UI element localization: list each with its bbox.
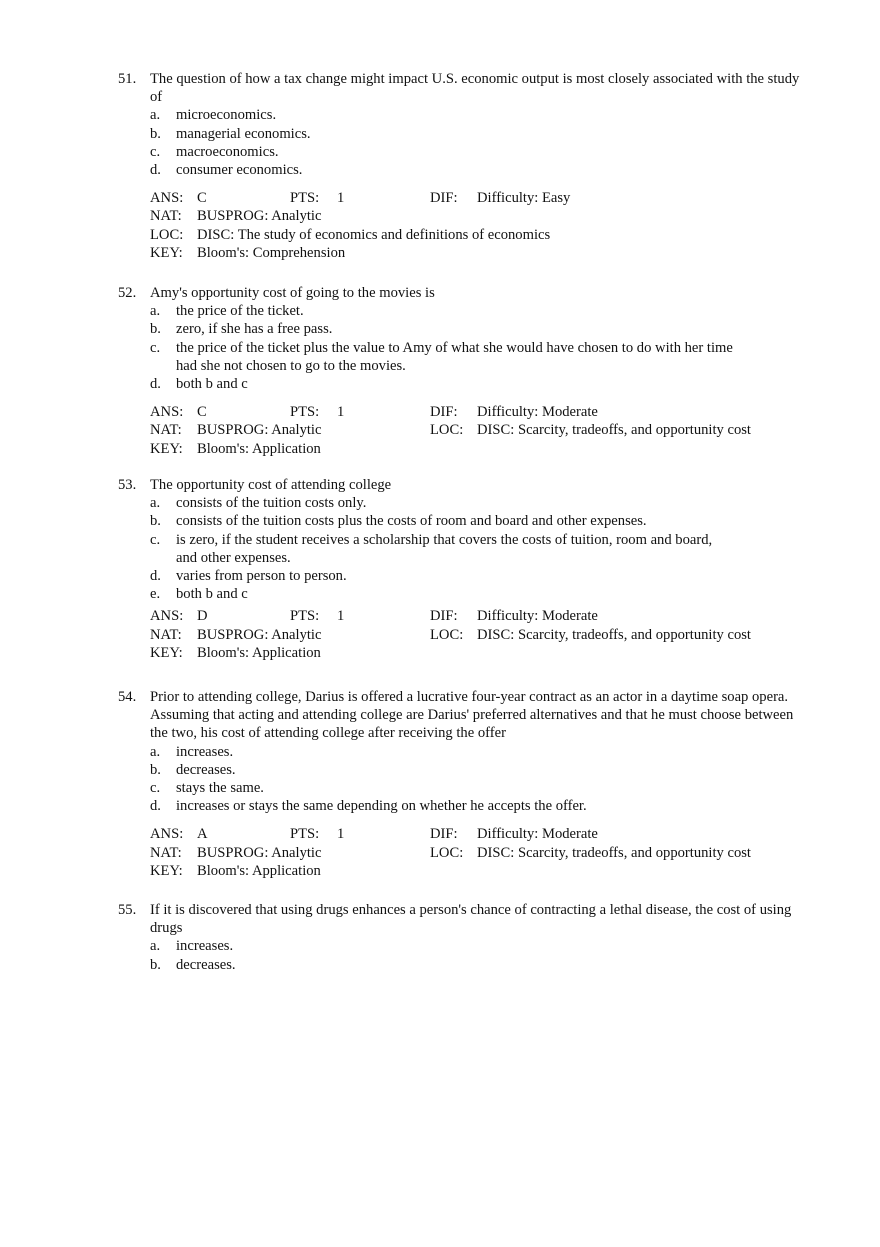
nat-value: BUSPROG: Analytic bbox=[197, 626, 322, 643]
meta-row bbox=[150, 607, 808, 625]
key-label: KEY: bbox=[150, 862, 183, 879]
ans-label: ANS: bbox=[150, 404, 184, 421]
option-letter: d. bbox=[150, 162, 161, 179]
option-text: consists of the tuition costs plus the costs of room and board and other expenses. bbox=[176, 513, 647, 530]
option-text: is zero, if the student receives a scholarship that covers the costs of tuition, room and board, and other expenses. bbox=[176, 531, 713, 566]
meta-row bbox=[150, 189, 808, 207]
option-text: increases. bbox=[176, 938, 234, 955]
dif-label: DIF: bbox=[430, 404, 458, 421]
loc-value: DISC: Scarcity, tradeoffs, and opportunity cost bbox=[477, 626, 751, 643]
key-value: Bloom's: Application bbox=[197, 440, 321, 457]
option-text: managerial economics. bbox=[176, 125, 311, 142]
option-text: microeconomics. bbox=[176, 107, 277, 124]
option-e bbox=[150, 585, 808, 603]
key-label: KEY: bbox=[150, 644, 183, 661]
option-letter: a. bbox=[150, 303, 161, 320]
question-number: 51. bbox=[118, 71, 137, 87]
loc-label: LOC: bbox=[430, 626, 464, 643]
option-text: the price of the ticket. bbox=[176, 303, 304, 320]
key-value: Bloom's: Application bbox=[197, 862, 321, 879]
loc-value: DISC: Scarcity, tradeoffs, and opportunity cost bbox=[477, 422, 751, 439]
option-a bbox=[150, 937, 808, 955]
meta-row bbox=[150, 226, 808, 244]
ans-field bbox=[150, 825, 208, 843]
loc-field bbox=[150, 226, 550, 244]
key-field bbox=[150, 644, 321, 662]
option-text: consumer economics. bbox=[176, 162, 303, 179]
pts-value: 1 bbox=[337, 826, 345, 843]
option-c bbox=[150, 531, 808, 567]
nat-field bbox=[150, 626, 321, 644]
question-stem bbox=[118, 901, 808, 937]
option-b bbox=[150, 125, 808, 143]
key-value: Bloom's: Application bbox=[197, 644, 321, 661]
loc-label: LOC: bbox=[430, 844, 464, 861]
option-letter: a. bbox=[150, 743, 161, 760]
meta-row bbox=[150, 862, 808, 880]
pts-label: PTS: bbox=[290, 826, 320, 843]
answer-metadata bbox=[150, 825, 808, 880]
option-letter: a. bbox=[150, 495, 161, 512]
meta-row bbox=[150, 626, 808, 644]
nat-label: NAT: bbox=[150, 626, 182, 643]
dif-label: DIF: bbox=[430, 190, 458, 207]
dif-field bbox=[430, 189, 570, 207]
question-text: The opportunity cost of attending college bbox=[150, 477, 392, 493]
option-text: both b and c bbox=[176, 586, 248, 603]
option-text: macroeconomics. bbox=[176, 143, 279, 160]
option-text: both b and c bbox=[176, 376, 248, 393]
option-a bbox=[150, 302, 808, 320]
question-number: 53. bbox=[118, 477, 137, 493]
loc-label: LOC: bbox=[150, 226, 184, 243]
option-d bbox=[150, 797, 808, 815]
dif-value: Difficulty: Moderate bbox=[477, 608, 598, 625]
option-b bbox=[150, 956, 808, 974]
meta-row bbox=[150, 244, 808, 262]
key-field bbox=[150, 862, 321, 880]
question-51 bbox=[118, 70, 808, 262]
option-a bbox=[150, 743, 808, 761]
nat-label: NAT: bbox=[150, 844, 182, 861]
question-number: 52. bbox=[118, 285, 137, 301]
answer-metadata bbox=[150, 607, 808, 662]
option-b bbox=[150, 512, 808, 530]
ans-label: ANS: bbox=[150, 608, 184, 625]
dif-label: DIF: bbox=[430, 826, 458, 843]
option-a bbox=[150, 106, 808, 124]
pts-label: PTS: bbox=[290, 190, 320, 207]
question-55 bbox=[118, 901, 808, 974]
question-54 bbox=[118, 688, 808, 880]
option-text: zero, if she has a free pass. bbox=[176, 321, 333, 338]
ans-value: C bbox=[197, 404, 207, 421]
option-letter: b. bbox=[150, 513, 161, 530]
answer-options bbox=[150, 743, 808, 816]
nat-field bbox=[150, 844, 321, 862]
question-52 bbox=[118, 284, 808, 458]
option-a bbox=[150, 494, 808, 512]
nat-label: NAT: bbox=[150, 422, 182, 439]
dif-label: DIF: bbox=[430, 608, 458, 625]
answer-metadata bbox=[150, 403, 808, 458]
ans-field bbox=[150, 607, 208, 625]
loc-value: DISC: Scarcity, tradeoffs, and opportunity cost bbox=[477, 844, 751, 861]
dif-field bbox=[430, 403, 598, 421]
meta-row bbox=[150, 644, 808, 662]
option-text: decreases. bbox=[176, 956, 236, 973]
ans-value: C bbox=[197, 190, 207, 207]
ans-value: A bbox=[197, 826, 208, 843]
option-letter: e. bbox=[150, 586, 161, 603]
option-text: increases or stays the same depending on whether he accepts the offer. bbox=[176, 798, 587, 815]
option-letter: b. bbox=[150, 956, 161, 973]
option-text: varies from person to person. bbox=[176, 568, 347, 585]
key-field bbox=[150, 244, 345, 262]
nat-field bbox=[150, 421, 321, 439]
key-field bbox=[150, 440, 321, 458]
option-d bbox=[150, 375, 808, 393]
dif-value: Difficulty: Easy bbox=[477, 190, 571, 207]
question-text: The question of how a tax change might impact U.S. economic output is most closely associated with the study of bbox=[150, 71, 800, 106]
nat-field bbox=[150, 207, 321, 225]
loc-field bbox=[430, 421, 751, 439]
pts-value: 1 bbox=[337, 404, 345, 421]
answer-metadata bbox=[150, 189, 808, 262]
loc-label: LOC: bbox=[430, 422, 464, 439]
loc-field bbox=[430, 626, 751, 644]
question-text: Prior to attending college, Darius is offered a lucrative four-year contract as an actor in a daytime soap opera. Assuming that acting and attending college are Darius' preferred alternatives and that he must choose between the two, his cost of attending college after receiving the offer bbox=[150, 689, 794, 742]
meta-row bbox=[150, 440, 808, 458]
question-stem bbox=[118, 688, 808, 743]
dif-field bbox=[430, 607, 598, 625]
answer-options bbox=[150, 937, 808, 973]
option-letter: a. bbox=[150, 938, 161, 955]
option-letter: c. bbox=[150, 143, 161, 160]
meta-row bbox=[150, 825, 808, 843]
option-letter: c. bbox=[150, 780, 161, 797]
option-b bbox=[150, 320, 808, 338]
meta-row bbox=[150, 844, 808, 862]
question-text: Amy's opportunity cost of going to the movies is bbox=[150, 285, 435, 301]
option-letter: d. bbox=[150, 568, 161, 585]
option-text: stays the same. bbox=[176, 780, 264, 797]
loc-field bbox=[430, 844, 751, 862]
option-text: increases. bbox=[176, 743, 234, 760]
ans-label: ANS: bbox=[150, 826, 184, 843]
key-value: Bloom's: Comprehension bbox=[197, 244, 346, 261]
question-53 bbox=[118, 476, 808, 662]
option-letter: d. bbox=[150, 798, 161, 815]
nat-value: BUSPROG: Analytic bbox=[197, 844, 322, 861]
nat-value: BUSPROG: Analytic bbox=[197, 208, 322, 225]
ans-field bbox=[150, 189, 207, 207]
dif-field bbox=[430, 825, 598, 843]
loc-value: DISC: The study of economics and definitions of economics bbox=[197, 226, 551, 243]
option-b bbox=[150, 761, 808, 779]
pts-label: PTS: bbox=[290, 608, 320, 625]
question-stem bbox=[118, 70, 808, 106]
ans-field bbox=[150, 403, 207, 421]
question-stem bbox=[118, 476, 808, 494]
pts-value: 1 bbox=[337, 608, 345, 625]
option-letter: c. bbox=[150, 339, 161, 356]
question-number: 54. bbox=[118, 689, 137, 705]
option-letter: b. bbox=[150, 761, 161, 778]
question-stem bbox=[118, 284, 808, 302]
meta-row bbox=[150, 421, 808, 439]
option-letter: d. bbox=[150, 376, 161, 393]
answer-options bbox=[150, 106, 808, 179]
meta-row bbox=[150, 207, 808, 225]
option-letter: b. bbox=[150, 321, 161, 338]
option-letter: c. bbox=[150, 531, 161, 548]
nat-value: BUSPROG: Analytic bbox=[197, 422, 322, 439]
option-d bbox=[150, 567, 808, 585]
pts-field bbox=[290, 189, 344, 207]
pts-value: 1 bbox=[337, 190, 345, 207]
key-label: KEY: bbox=[150, 244, 183, 261]
option-letter: b. bbox=[150, 125, 161, 142]
option-letter: a. bbox=[150, 107, 161, 124]
ans-label: ANS: bbox=[150, 190, 184, 207]
option-c bbox=[150, 779, 808, 797]
ans-value: D bbox=[197, 608, 208, 625]
option-d bbox=[150, 161, 808, 179]
pts-field bbox=[290, 403, 344, 421]
pts-field bbox=[290, 825, 344, 843]
answer-options bbox=[150, 494, 808, 603]
dif-value: Difficulty: Moderate bbox=[477, 404, 598, 421]
option-text: the price of the ticket plus the value to Amy of what she would have chosen to do with her time had she not chosen to go to the movies. bbox=[176, 339, 733, 374]
pts-field bbox=[290, 607, 344, 625]
option-text: consists of the tuition costs only. bbox=[176, 495, 367, 512]
answer-options bbox=[150, 302, 808, 393]
key-label: KEY: bbox=[150, 440, 183, 457]
option-c bbox=[150, 143, 808, 161]
option-text: decreases. bbox=[176, 761, 236, 778]
question-number: 55. bbox=[118, 902, 137, 918]
question-text: If it is discovered that using drugs enhances a person's chance of contracting a lethal disease, the cost of using drugs bbox=[150, 902, 792, 937]
meta-row bbox=[150, 403, 808, 421]
option-c bbox=[150, 339, 808, 375]
pts-label: PTS: bbox=[290, 404, 320, 421]
nat-label: NAT: bbox=[150, 208, 182, 225]
dif-value: Difficulty: Moderate bbox=[477, 826, 598, 843]
